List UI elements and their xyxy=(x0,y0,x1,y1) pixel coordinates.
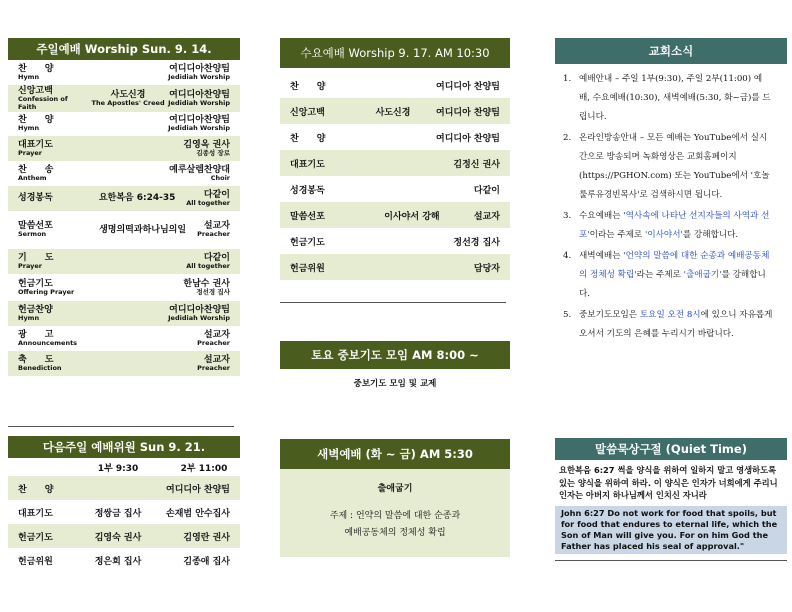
wednesday-row xyxy=(280,124,510,150)
item-leader: 정선경 집사 xyxy=(453,237,500,248)
news-item xyxy=(563,129,773,205)
sunday-row xyxy=(8,274,240,301)
item-label: 헌금기도 Offering Prayer xyxy=(18,278,75,296)
news-list xyxy=(555,70,787,344)
item-leader: 김정신 권사 xyxy=(453,159,500,170)
sunday-row xyxy=(8,85,240,112)
divider xyxy=(555,560,787,561)
item-label: 축 도 Benediction xyxy=(18,354,62,372)
item-leader: 다같이 xyxy=(473,185,500,196)
sunday-row xyxy=(8,112,240,136)
sunday-title: 주일예배 Worship Sun. 9. 14. xyxy=(8,38,240,60)
wednesday-order-list xyxy=(280,72,510,280)
item-label: 성경봉독 xyxy=(18,193,53,204)
news-number: 4. xyxy=(563,251,572,261)
first-service-person: 김영숙 권사 xyxy=(94,532,142,543)
next-week-row xyxy=(8,524,240,548)
news-item xyxy=(563,306,773,344)
item-label: 찬 송 Anthem xyxy=(18,164,54,182)
sunday-row xyxy=(8,186,240,211)
item-label: 기 도 Prayer xyxy=(18,252,54,270)
wednesday-section xyxy=(280,38,510,280)
dawn-box xyxy=(280,469,510,557)
col-head-first: 1부 9:30 xyxy=(97,463,139,474)
item-leader: 다같이 All together xyxy=(186,189,230,207)
second-service-person: 김영란 권사 xyxy=(183,532,230,543)
divider xyxy=(280,302,506,303)
item-leader: 한남수 권사 정선경 집사 xyxy=(183,278,230,296)
news-item xyxy=(563,247,773,304)
wednesday-title: 수요예배 Worship 9. 17. AM 10:30 xyxy=(280,38,510,68)
news-item xyxy=(563,70,773,127)
next-week-list xyxy=(8,476,240,572)
saturday-title: 토요 중보기도 모임 AM 8:00 ~ xyxy=(280,341,510,369)
sunday-row xyxy=(8,326,240,351)
item-leader: 김영옥 권사 김종성 장로 xyxy=(183,139,230,157)
dawn-section xyxy=(280,439,510,557)
item-leader: 여디디아찬양팀 Jedidiah Worship xyxy=(168,115,230,133)
item-leader: 설교자 Preacher xyxy=(197,221,230,239)
qt-section xyxy=(555,438,787,561)
dawn-theme-1: 주제 : 언약의 말씀에 대한 순종과 xyxy=(329,511,461,521)
divider xyxy=(8,426,234,427)
news-text: 온라인방송안내 – 모든 예배는 YouTube에서 실시간으로 방송되며 녹화영상은 교회홈페이지(https://PGHON.com) 또는 YouTube에서 '호놀룰루유경빈목사'로 검색하시면 됩니다. xyxy=(579,133,770,200)
item-detail: 사도신경 xyxy=(375,107,411,118)
news-number: 5. xyxy=(563,310,572,320)
item-label: 말씀선포 Sermon xyxy=(18,221,53,239)
news-number: 1. xyxy=(563,74,572,84)
role-label: 찬 양 xyxy=(18,484,54,495)
sunday-row xyxy=(8,351,240,376)
qt-korean-verse: 요한복음 6:27 썩을 양식을 위하여 일하지 말고 영생하도록 있는 양식을 위하여 하라. 이 양식은 인자가 너희에게 주리니 인자는 아버지 하나님께서 인치신 자니라 xyxy=(559,465,778,500)
item-label: 말씀선포 xyxy=(290,211,325,222)
item-label: 헌금위원 xyxy=(290,263,325,274)
item-detail: 사도신경 The Apostles' Creed xyxy=(91,89,165,107)
item-detail: 이사야서 강해 xyxy=(384,211,440,222)
next-week-section xyxy=(8,436,240,572)
news-text: 예배안내 – 주일 1부(9:30), 주일 2부(11:00) 예배, 수요예배(10:30), 새벽예배(5:30, 화~금)를 드립니다. xyxy=(579,74,771,122)
item-label: 광 고 Announcements xyxy=(18,329,78,347)
wednesday-row xyxy=(280,72,510,98)
item-leader: 다같이 All together xyxy=(186,252,230,270)
role-label: 헌금기도 xyxy=(18,532,53,543)
first-service-person: 정은희 집사 xyxy=(94,556,142,567)
wednesday-row xyxy=(280,228,510,254)
news-text: 새벽예배는 '언약의 말씀에 대한 순종과 예배공동체의 정체성 확립'라는 주제로 '출애굽기'를 강해합니다. xyxy=(579,251,770,299)
next-week-col-heads xyxy=(8,458,240,476)
news-section xyxy=(555,38,787,346)
col-head-second: 2부 11:00 xyxy=(180,463,228,474)
wednesday-row xyxy=(280,98,510,124)
sunday-row xyxy=(8,61,240,85)
next-week-row xyxy=(8,548,240,572)
item-label: 찬 양 xyxy=(290,133,326,144)
item-label: 신앙고백 xyxy=(290,107,325,118)
item-label: 헌금기도 xyxy=(290,237,325,248)
item-leader: 여디디아 찬양팀 xyxy=(436,81,500,92)
item-label: 찬 양 Hymn xyxy=(18,115,54,133)
second-service-person: 김종애 집사 xyxy=(183,556,230,567)
next-week-row xyxy=(8,500,240,524)
wednesday-row xyxy=(280,150,510,176)
role-label: 대표기도 xyxy=(18,508,53,519)
wednesday-row xyxy=(280,254,510,280)
sunday-row xyxy=(8,211,240,249)
item-leader: 예루살렘찬양대 Choir xyxy=(169,164,230,182)
second-service-person: 손재범 안수집사 xyxy=(166,508,230,519)
role-label: 헌금위원 xyxy=(18,556,53,567)
first-service-person: 정쌍금 집사 xyxy=(94,508,142,519)
item-leader: 여디디아 찬양팀 xyxy=(436,133,500,144)
wednesday-row xyxy=(280,176,510,202)
item-label: 찬 양 xyxy=(290,81,326,92)
sunday-row xyxy=(8,249,240,274)
dawn-book: 출애굽기 xyxy=(377,484,413,494)
item-label: 대표기도 Prayer xyxy=(18,139,53,157)
qt-title: 말씀묵상구절 (Quiet Time) xyxy=(555,438,787,460)
sunday-row xyxy=(8,301,240,326)
second-service-person: 여디디아 찬양팀 xyxy=(166,484,230,495)
item-label: 대표기도 xyxy=(290,159,325,170)
dawn-title: 새벽예배 (화 ~ 금) AM 5:30 xyxy=(280,439,510,469)
item-detail: 생명의떡과하나님의일 xyxy=(99,224,187,235)
dawn-theme-2: 예배공동체의 정체성 확립 xyxy=(344,528,446,538)
item-label: 성경봉독 xyxy=(290,185,325,196)
saturday-section xyxy=(280,341,510,389)
item-label: 헌금찬양 Hymn xyxy=(18,304,53,322)
item-leader: 여디디아 찬양팀 xyxy=(436,107,500,118)
item-leader: 여디디아찬양팀 Jedidiah Worship xyxy=(168,89,230,107)
next-week-row xyxy=(8,476,240,500)
news-number: 3. xyxy=(563,211,572,221)
sunday-row xyxy=(8,161,240,186)
item-leader: 여디디아찬양팀 Jedidiah Worship xyxy=(168,304,230,322)
item-leader: 설교자 xyxy=(473,211,500,222)
item-leader: 담당자 xyxy=(473,263,500,274)
next-week-title: 다음주일 예배위원 Sun 9. 21. xyxy=(8,436,240,458)
news-item xyxy=(563,207,773,245)
news-number: 2. xyxy=(563,133,572,143)
item-leader: 설교자 Preacher xyxy=(197,329,230,347)
qt-english-verse: John 6:27 Do not work for food that spoils, but for food that endures to eternal life, which the Son of Man will give you. For on him God the Father has placed his seal of approval." xyxy=(555,506,787,554)
item-detail: 요한복음 6:24-35 xyxy=(98,193,176,204)
news-title: 교회소식 xyxy=(555,38,787,64)
sunday-order-list xyxy=(8,61,240,376)
saturday-text: 중보기도 모임 및 교제 xyxy=(353,379,437,389)
news-text: 중보기도모임은 토요일 오전 8시에 있으니 자유롭게 오셔서 기도의 은혜를 누리시기 바랍니다. xyxy=(579,310,773,339)
item-label: 찬 양 Hymn xyxy=(18,64,54,82)
news-text: 수요예배는 '역사속에 나타난 선지자들의 사역과 선포'이라는 주제로 '이사야서'를 강해합니다. xyxy=(579,211,770,240)
item-label: 신앙고백 Confession of Faith xyxy=(18,85,68,111)
sunday-row xyxy=(8,136,240,161)
wednesday-row xyxy=(280,202,510,228)
item-leader: 설교자 Preacher xyxy=(197,354,230,372)
item-leader: 여디디아찬양팀 Jedidiah Worship xyxy=(168,64,230,82)
sunday-section xyxy=(8,38,240,376)
